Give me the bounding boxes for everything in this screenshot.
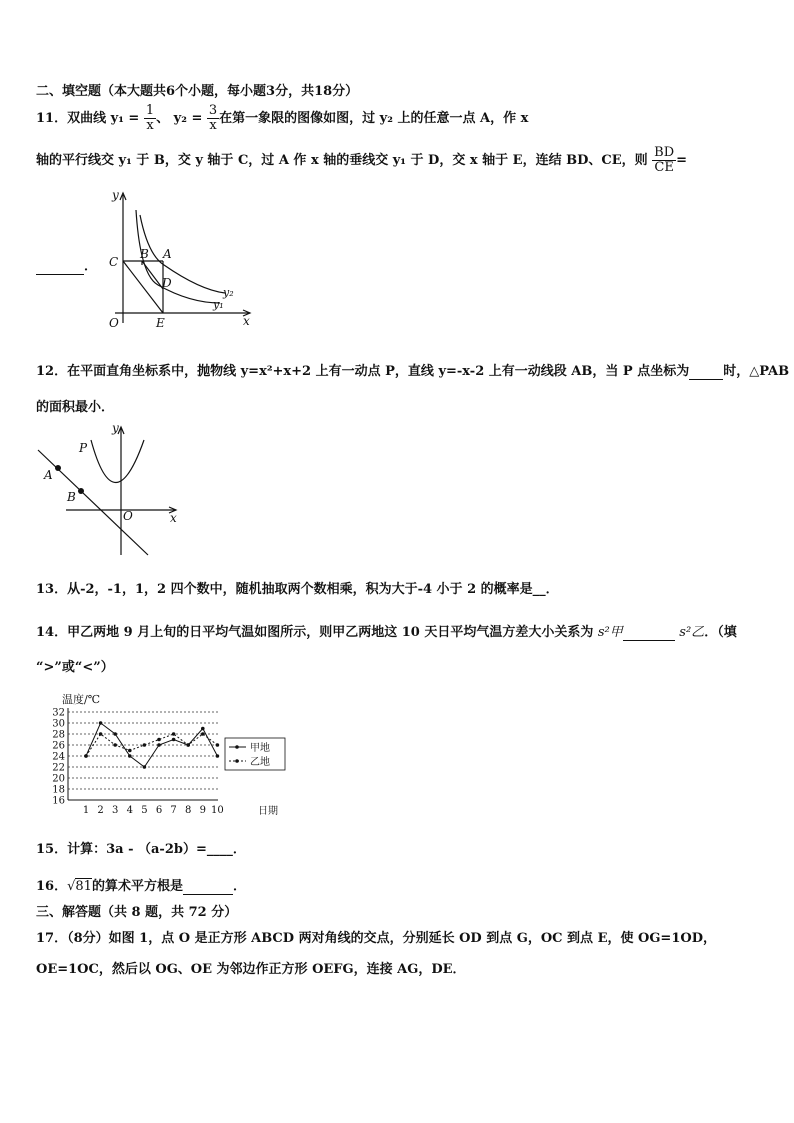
chart-point-jia — [99, 721, 103, 725]
q14-answer-blank[interactable] — [623, 625, 675, 641]
chart-point-yi — [143, 743, 147, 747]
question-11-line-1 — [36, 104, 528, 133]
chart-point-yi — [84, 754, 88, 758]
q12-label-x: x — [170, 511, 177, 525]
q12-label-y: y — [112, 421, 119, 435]
legend-marker-jia — [235, 745, 239, 749]
q16-number: 16． — [36, 879, 68, 894]
chart-y-tick-label: 26 — [52, 740, 65, 752]
q12-parabola — [91, 440, 144, 483]
q11-label-D: D — [162, 276, 172, 290]
question-16 — [36, 875, 246, 895]
q12-label-B: B — [67, 490, 76, 504]
chart-point-yi — [157, 738, 161, 742]
q11-label-y2: y₂ — [223, 286, 234, 299]
q11-ratio-fraction — [652, 146, 676, 175]
chart-x-tick-label: 7 — [170, 805, 177, 816]
q12-tail: 时，△PAB — [723, 364, 790, 379]
q11-answer-line — [36, 255, 97, 275]
q11-separator: 、 — [156, 111, 170, 126]
q11-y2-fraction — [207, 104, 219, 133]
q11-label-y1: y₁ — [213, 298, 224, 311]
section-heading-answer: 三、解答题（共 8 题，共 72 分） — [36, 905, 238, 920]
chart-x-tick-label: 9 — [199, 805, 206, 816]
section-heading-fill-blank: 二、填空题（本大题共6个小题，每小题3分，共18分） — [36, 84, 359, 99]
q11-number: 11． — [36, 111, 68, 126]
q11-y2-denominator: x — [209, 118, 217, 133]
q12-point-B — [78, 488, 84, 494]
chart-y-tick-label: 24 — [52, 751, 65, 763]
chart-point-yi — [201, 732, 205, 736]
q11-answer-blank[interactable] — [36, 259, 84, 275]
q11-segment-CE — [123, 261, 163, 313]
q14-tail: ．（填 — [704, 625, 737, 640]
chart-point-yi — [186, 743, 190, 747]
legend-marker-yi — [235, 759, 239, 763]
q14-text: 14．甲乙两地 9 月上旬的日平均气温如图所示，则甲乙两地这 10 天日平均气温方差大小关系为 — [36, 625, 594, 640]
q11-ratio-numerator: BD — [654, 145, 675, 160]
q11-y2-label: y₂ = — [173, 111, 203, 126]
chart-y-tick-label: 18 — [52, 784, 65, 796]
chart-x-tick-label: 6 — [155, 805, 163, 816]
chart-point-yi — [216, 743, 220, 747]
chart-x-tick-label: 1 — [82, 805, 90, 816]
q11-hyperbola-figure — [100, 185, 260, 335]
q12-label-O: O — [123, 509, 133, 523]
q14-temperature-chart — [40, 690, 290, 820]
q12-answer-blank[interactable] — [689, 364, 723, 380]
chart-xlabel: 日期 — [258, 806, 278, 817]
q11-y1-denominator: x — [146, 118, 154, 133]
chart-point-jia — [157, 743, 161, 747]
chart-point-yi — [128, 749, 132, 753]
q11-y1-label: y₁ = — [110, 111, 140, 126]
q12-point-A — [55, 465, 61, 471]
q12-parabola-figure — [36, 420, 186, 560]
q11-label-E: E — [156, 316, 165, 330]
q12-line2: 的面积最小． — [36, 400, 115, 415]
chart-y-tick-label: 30 — [52, 718, 65, 730]
chart-x-tick-label: 10 — [211, 805, 224, 816]
q11-label-O: O — [109, 316, 119, 330]
chart-x-tick-label: 8 — [185, 805, 192, 816]
q17-line2: OE=1OC，然后以 OG、OE 为邻边作正方形 OEFG，连接 AG，DE． — [36, 962, 466, 977]
chart-y-tick-label: 32 — [52, 707, 65, 719]
chart-point-jia — [172, 738, 176, 742]
q16-tail: ． — [232, 879, 246, 894]
q12-line — [38, 450, 148, 555]
q11-line2-text: 轴的平行线交 y₁ 于 B，交 y 轴于 C，过 A 作 x 轴的垂线交 y₁ 于 D，交 x 轴于 E，连结 BD、CE，则 — [36, 153, 648, 168]
chart-x-tick-label: 3 — [112, 805, 119, 816]
q12-label-A: A — [44, 468, 53, 482]
chart-y-tick-label: 16 — [52, 795, 65, 807]
q16-answer-blank[interactable] — [183, 879, 233, 895]
q11-y1-fraction — [144, 104, 156, 133]
chart-y-tick-label: 22 — [52, 762, 65, 774]
q11-intro: 双曲线 — [67, 111, 107, 126]
q11-label-y: y — [112, 188, 119, 202]
q14-line2: “>”或“<”） — [36, 660, 114, 675]
chart-point-jia — [216, 754, 220, 758]
q16-sqrt-symbol: √ — [67, 879, 76, 894]
chart-x-tick-label: 2 — [97, 805, 104, 816]
chart-y-tick-label: 28 — [52, 729, 65, 741]
q11-label-B: B — [140, 247, 149, 261]
chart-point-yi — [172, 732, 176, 736]
q16-radicand: 81 — [75, 879, 92, 894]
chart-point-yi — [99, 732, 103, 736]
chart-point-jia — [113, 732, 117, 736]
q15-text: 15．计算：3a - （a-2b）=____． — [36, 842, 246, 857]
q12-label-P: P — [79, 441, 88, 455]
q11-label-x: x — [243, 314, 250, 328]
chart-point-yi — [113, 743, 117, 747]
chart-x-tick-label: 5 — [141, 805, 148, 816]
q11-label-C: C — [109, 255, 119, 269]
chart-point-jia — [201, 727, 205, 731]
chart-x-tick-label: 4 — [126, 805, 133, 816]
q11-label-A: A — [163, 247, 172, 261]
question-12-line-1 — [36, 360, 789, 380]
chart-legend — [225, 738, 285, 770]
chart-point-jia — [128, 754, 132, 758]
q14-s-yi: s²乙 — [679, 625, 705, 640]
q11-y2-numerator: 3 — [208, 103, 218, 118]
q11-text-2: 在第一象限的图像如图，过 y₂ 上的任意一点 A，作 x — [219, 111, 529, 126]
chart-title: 温度/℃ — [62, 693, 101, 706]
q12-text: 12．在平面直角坐标系中，抛物线 y=x²+x+2 上有一动点 P，直线 y=-x-2 上有一动线段 AB，当 P 点坐标为 — [36, 364, 690, 379]
chart-y-tick-label: 20 — [52, 773, 65, 785]
q14-s-jia: s²甲 — [597, 625, 623, 640]
question-14-line-1 — [36, 621, 737, 641]
chart-point-jia — [143, 765, 147, 769]
q11-answer-tail: ． — [84, 259, 98, 274]
q16-text: 的算术平方根是 — [91, 879, 183, 894]
question-11-line-2 — [36, 146, 687, 175]
q17-line1: 17．（8分）如图 1，点 O 是正方形 ABCD 两对角线的交点，分别延长 OD 到点 G，OC 到点 E，使 OG=1OD， — [36, 931, 716, 946]
q13-text: 13．从-2，-1，1，2 四个数中，随机抽取两个数相乘，积为大于-4 小于 2 的概率是__． — [36, 582, 559, 597]
q11-segment-BD — [142, 261, 163, 289]
q11-equals: = — [676, 153, 688, 168]
q11-y1-numerator: 1 — [145, 103, 155, 118]
q11-ratio-denominator: CE — [654, 160, 674, 175]
legend-label-jia: 甲地 — [250, 743, 270, 754]
legend-label-yi: 乙地 — [250, 757, 270, 768]
